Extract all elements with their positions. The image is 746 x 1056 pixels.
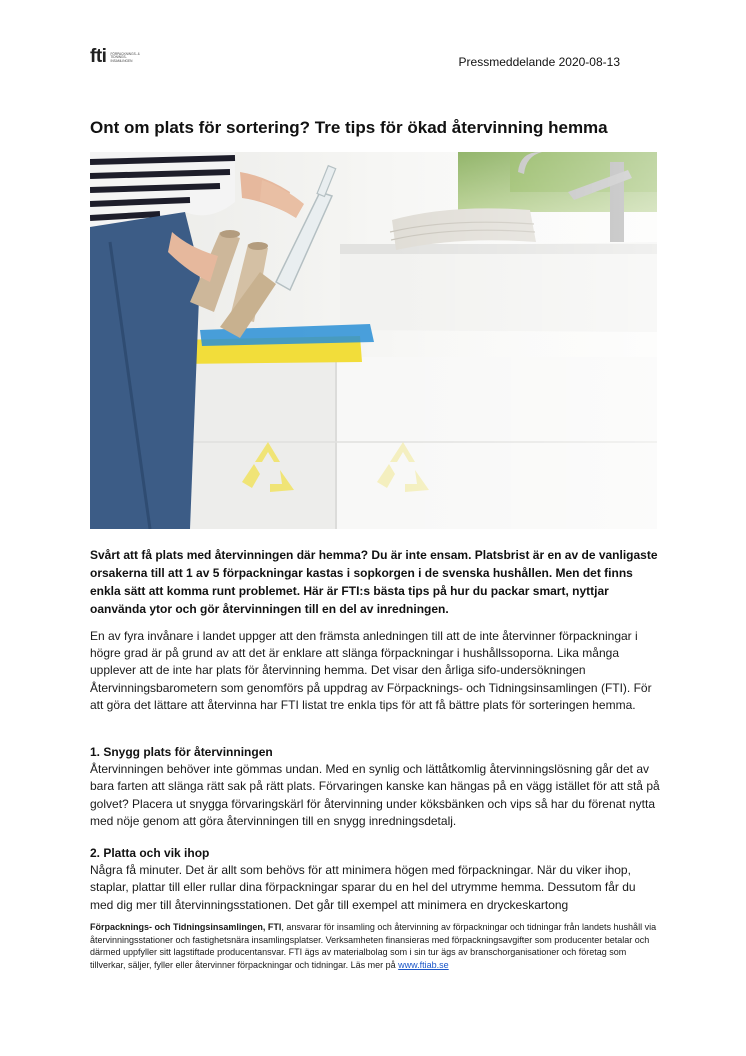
tip-section-2 [90, 845, 660, 914]
page-title: Ont om plats för sortering? Tre tips för ökad återvinning hemma [90, 118, 608, 137]
logo-wordmark: fti [90, 46, 107, 67]
logo-subtitle: FÖRPACKNINGS- & TIDNINGS- INSAMLINGEN [110, 51, 140, 63]
intro-paragraph: En av fyra invånare i landet uppger att den främsta anledningen till att de inte återvinner förpackningar i högre grad är på grund av att det är enklare att slänga förpackningar i hushållssoporna. Lika många upplever att de inte har plats för återvinning hemma. Det visar den årliga sifo-undersökningen Återvinningsbarometern som genomförs på uppdrag av Förpacknings- och Tidningsinsamlingen (FTI). För att göra det lättare att återvinna har FTI listat tre enkla tips för att få bättre plats för sorteringen hemma. [90, 629, 652, 712]
footer-about [90, 921, 660, 971]
footer-text: , ansvarar för insamling och återvinning av förpackningar och tidningar från landets hushåll via återvinningsstationer och fastighetsnära insamlingsplatser. Verksamheten finansieras med förpackningsavgifter som producenter betalar och därmed uppfyller sitt lagstiftade producentansvar. FTI ägs av materialbolag som i sin tur ägs av branschorganisationer och företag som tillverkar, säljer, fyller eller återvinner förpackningar och tidningar. Läs mer på [90, 922, 657, 970]
section-heading: 1. Snygg plats för återvinningen [90, 745, 273, 759]
hero-image [90, 152, 657, 529]
section-text: Återvinningen behöver inte gömmas undan. Med en synlig och lättåtkomlig återvinningslösning går det av bara farten att slänga rätt sak på rätt plats. Förvaringen kanske kan hängas på en vägg istället för att stå på golvet? Placera ut snygga förvaringskärl för återvinning under köksbänken och vips så har du förenat nytta med nöje genom att göra återvinningen till en snygg inredningsdetalj. [90, 762, 660, 828]
fti-logo [90, 47, 146, 66]
lead-paragraph: Svårt att få plats med återvinningen där hemma? Du är inte ensam. Platsbrist är en av de vanligaste orsakerna till att 1 av 5 förpackningar kastas i sopkorgen i de svenska hushållen. Men det finns enkla sätt att komma runt problemet. Här är FTI:s bästa tips på hur du packar smart, nyttjar oanvända ytor och gör återvinningen till en del av inredningen. [90, 548, 658, 616]
section-heading: 2. Platta och vik ihop [90, 846, 210, 860]
press-release-date: Pressmeddelande 2020-08-13 [458, 55, 620, 69]
footer-org-name: Förpacknings- och Tidningsinsamlingen, FTI [90, 922, 282, 932]
footer-website-link[interactable]: www.ftiab.se [398, 959, 449, 970]
tip-section-1 [90, 744, 660, 830]
section-text: Några få minuter. Det är allt som behövs för att minimera högen med förpackningar. När du viker ihop, staplar, plattar till eller rullar dina förpackningar sparar du en hel del utrymme hemma. Dessutom får du med dig mer till återvinningsstationen. Det går till exempel att minimera en dryckeskartong [90, 863, 636, 912]
